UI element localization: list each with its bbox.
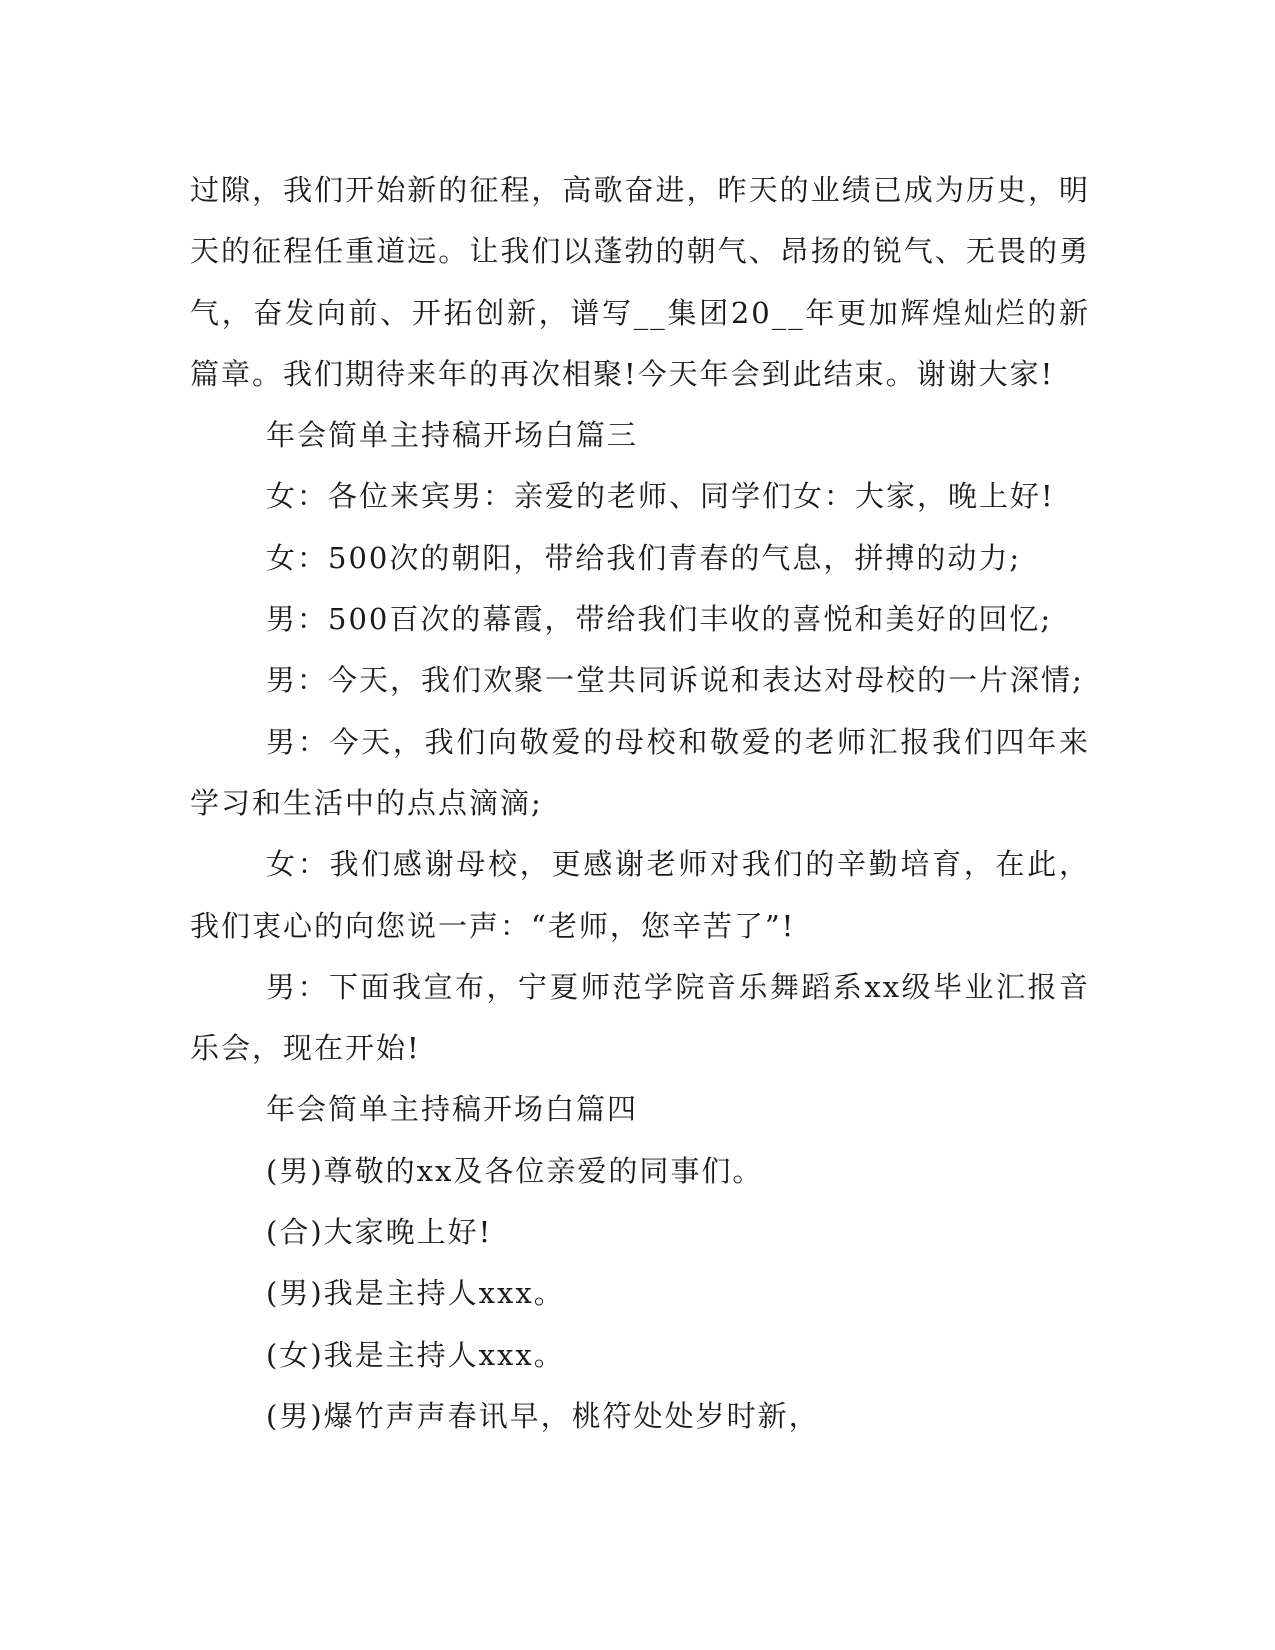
paragraph: (合)大家晚上好! xyxy=(266,1215,493,1250)
paragraph-continuation: 过隙，我们开始新的征程，高歌奋进，昨天的业绩已成为历史，明天的征程任重道远。让我们以蓬勃的朝气、昂扬的锐气、无畏的勇气，奋发向前、开拓创新，谱写__集团20__年更加辉煌灿烂的新篇章。我们期待来年的再次相聚!今天年会到此结束。谢谢大家! xyxy=(190,173,1090,391)
paragraph: 女：500次的朝阳，带给我们青春的气息，拼搏的动力; xyxy=(266,540,1022,575)
paragraph: 男：今天，我们欢聚一堂共同诉说和表达对母校的一片深情; xyxy=(266,663,1084,698)
paragraph: (男)爆竹声声春讯早，桃符处处岁时新， xyxy=(266,1398,820,1433)
paragraph: 女：我们感谢母校，更感谢老师对我们的辛勤培育，在此，我们衷心的向您说一声：“老师，您辛苦了”! xyxy=(190,847,1090,943)
paragraph: 男：500百次的幕霞，带给我们丰收的喜悦和美好的回忆; xyxy=(266,602,1053,637)
paragraph: 男：今天，我们向敬爱的母校和敬爱的老师汇报我们四年来学习和生活中的点点滴滴; xyxy=(190,724,1090,820)
paragraph: (男)尊敬的xx及各位亲爱的同事们。 xyxy=(266,1153,764,1188)
paragraph: 男：下面我宣布，宁夏师范学院音乐舞蹈系xx级毕业汇报音乐会，现在开始! xyxy=(190,969,1090,1066)
section-heading-part-three: 年会简单主持稿开场白篇三 xyxy=(266,418,639,453)
section-heading-part-four: 年会简单主持稿开场白篇四 xyxy=(266,1092,639,1127)
paragraph: 女：各位来宾男：亲爱的老师、同学们女：大家，晚上好! xyxy=(266,479,1055,514)
paragraph: (女)我是主持人xxx。 xyxy=(266,1337,565,1372)
document-body xyxy=(190,160,1090,1447)
paragraph: (男)我是主持人xxx。 xyxy=(266,1276,565,1311)
